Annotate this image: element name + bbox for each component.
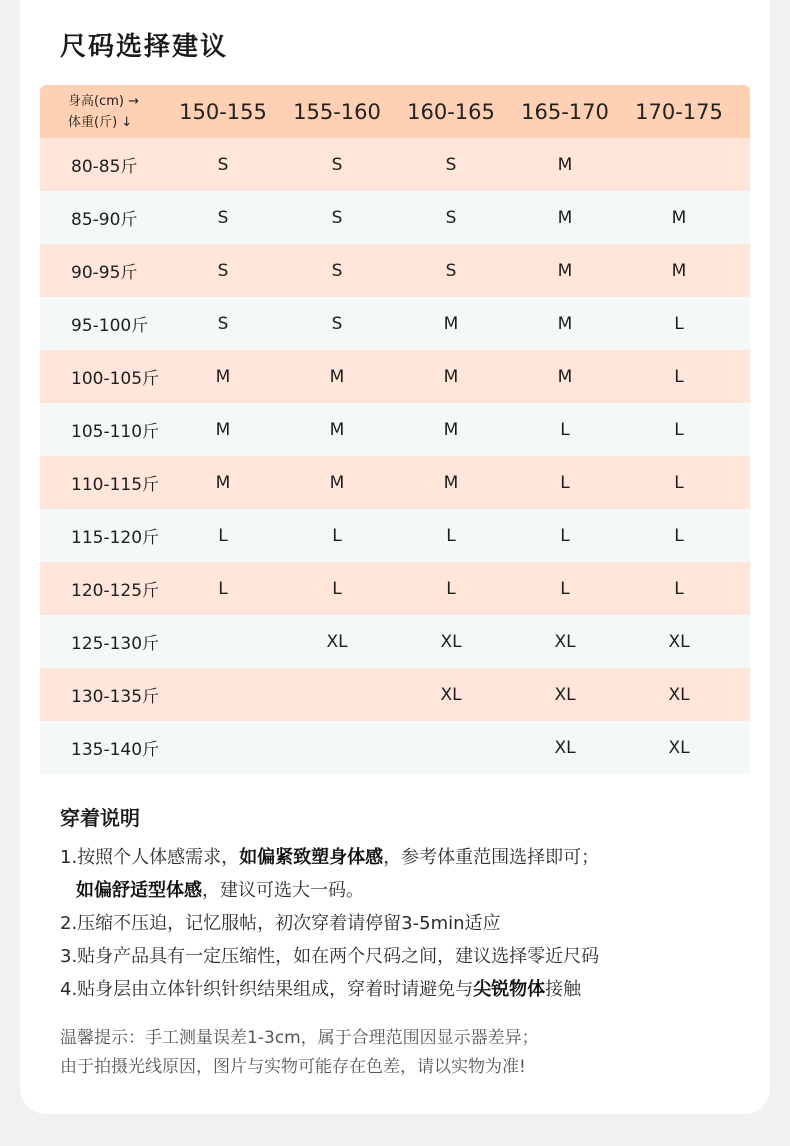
size-cell: M (671, 207, 687, 228)
size-cell: M (215, 472, 231, 493)
size-cell: L (218, 525, 228, 546)
size-guide-card (20, 0, 770, 1114)
table-corner-label (40, 91, 166, 133)
size-cell: L (560, 578, 570, 599)
size-cell: M (671, 260, 687, 281)
size-cell: S (445, 207, 457, 228)
row-weight-label: 125-130斤 (71, 634, 160, 654)
size-cell: M (443, 366, 459, 387)
size-cell: S (217, 260, 229, 281)
note-1 (60, 841, 750, 874)
size-cell: M (329, 366, 345, 387)
column-header: 150-155 (179, 99, 267, 124)
table-row (40, 297, 750, 350)
size-cell: XL (668, 631, 690, 652)
size-cell: S (445, 154, 457, 175)
table-row (40, 615, 750, 668)
note-emphasis: 如偏紧致塑身体感 (239, 847, 384, 868)
note-text: 4.贴身层由立体针织针织结果组成，穿着时请避免与 (60, 979, 474, 1000)
size-cell: S (445, 260, 457, 281)
row-weight-label: 105-110斤 (71, 422, 160, 442)
size-cell: L (560, 472, 570, 493)
size-cell: S (217, 154, 229, 175)
note-1-continued (60, 874, 750, 907)
size-cell: L (674, 366, 684, 387)
size-cell: S (217, 207, 229, 228)
row-weight-label: 95-100斤 (71, 316, 149, 336)
column-header: 155-160 (293, 99, 381, 124)
size-cell: L (674, 525, 684, 546)
size-cell: L (674, 313, 684, 334)
size-cell: XL (668, 684, 690, 705)
notes-title: 穿着说明 (60, 806, 140, 830)
size-cell: XL (668, 737, 690, 758)
size-cell: XL (326, 631, 348, 652)
size-cell: M (443, 419, 459, 440)
table-row (40, 191, 750, 244)
note-2: 2.压缩不压迫，记忆服帖，初次穿着请停留3-5min适应 (60, 913, 501, 934)
note-4 (60, 973, 750, 1006)
note-text: 1.按照个人体感需求， (60, 847, 240, 868)
table-row (40, 138, 750, 191)
size-cell: L (446, 578, 456, 599)
size-cell: M (557, 313, 573, 334)
weight-axis-label: 体重(斤) ↓ (68, 114, 133, 130)
row-weight-label: 100-105斤 (71, 369, 160, 389)
table-row (40, 509, 750, 562)
column-header: 160-165 (407, 99, 495, 124)
size-cell: L (674, 472, 684, 493)
size-cell: S (331, 313, 343, 334)
page-title: 尺码选择建议 (60, 32, 229, 62)
row-weight-label: 90-95斤 (71, 263, 138, 283)
size-cell: XL (554, 631, 576, 652)
size-cell: M (557, 154, 573, 175)
size-cell: S (331, 207, 343, 228)
size-cell: M (557, 260, 573, 281)
table-header-row (40, 85, 750, 138)
table-row (40, 721, 750, 774)
height-axis-label: 身高(cm) → (68, 93, 139, 109)
column-header: 165-170 (521, 99, 609, 124)
note-emphasis: 尖锐物体 (473, 979, 546, 1000)
size-cell: XL (554, 684, 576, 705)
table-row (40, 403, 750, 456)
row-weight-label: 120-125斤 (71, 581, 160, 601)
note-emphasis: 如偏舒适型体感 (76, 880, 202, 901)
size-cell: L (446, 525, 456, 546)
row-weight-label: 135-140斤 (71, 740, 160, 760)
size-cell: XL (554, 737, 576, 758)
size-cell: L (674, 578, 684, 599)
size-cell: M (557, 366, 573, 387)
table-body (40, 138, 750, 774)
tip-line-1: 温馨提示：手工测量误差1-3cm，属于合理范围因显示器差异； (60, 1028, 539, 1048)
size-cell: L (218, 578, 228, 599)
size-cell: XL (440, 684, 462, 705)
table-row (40, 244, 750, 297)
row-weight-label: 110-115斤 (71, 475, 160, 495)
size-cell: S (217, 313, 229, 334)
table-row (40, 562, 750, 615)
size-cell: S (331, 154, 343, 175)
size-cell: M (215, 419, 231, 440)
size-cell: L (560, 419, 570, 440)
table-row (40, 350, 750, 403)
tip-line-2: 由于拍摄光线原因，图片与实物可能存在色差，请以实物为准! (60, 1057, 526, 1077)
size-cell: L (674, 419, 684, 440)
row-weight-label: 80-85斤 (71, 157, 138, 177)
row-weight-label: 115-120斤 (71, 528, 160, 548)
size-table (40, 85, 750, 774)
size-cell: L (560, 525, 570, 546)
size-cell: L (332, 525, 342, 546)
size-cell: XL (440, 631, 462, 652)
size-cell: M (329, 419, 345, 440)
size-cell: M (215, 366, 231, 387)
size-cell: S (331, 260, 343, 281)
size-cell: M (557, 207, 573, 228)
note-text: 接触 (545, 979, 582, 1000)
wearing-notes (60, 841, 750, 1006)
note-3: 3.贴身产品具有一定压缩性，如在两个尺码之间，建议选择零近尺码 (60, 946, 600, 967)
tips (60, 1024, 750, 1082)
size-cell: M (443, 313, 459, 334)
size-cell: M (329, 472, 345, 493)
size-cell: L (332, 578, 342, 599)
note-text: ，建议可选大一码。 (202, 880, 364, 901)
row-weight-label: 130-135斤 (71, 687, 160, 707)
table-row (40, 456, 750, 509)
table-row (40, 668, 750, 721)
size-cell: M (443, 472, 459, 493)
row-weight-label: 85-90斤 (71, 210, 138, 230)
column-header: 170-175 (635, 99, 723, 124)
note-text: ，参考体重范围选择即可； (383, 847, 600, 868)
